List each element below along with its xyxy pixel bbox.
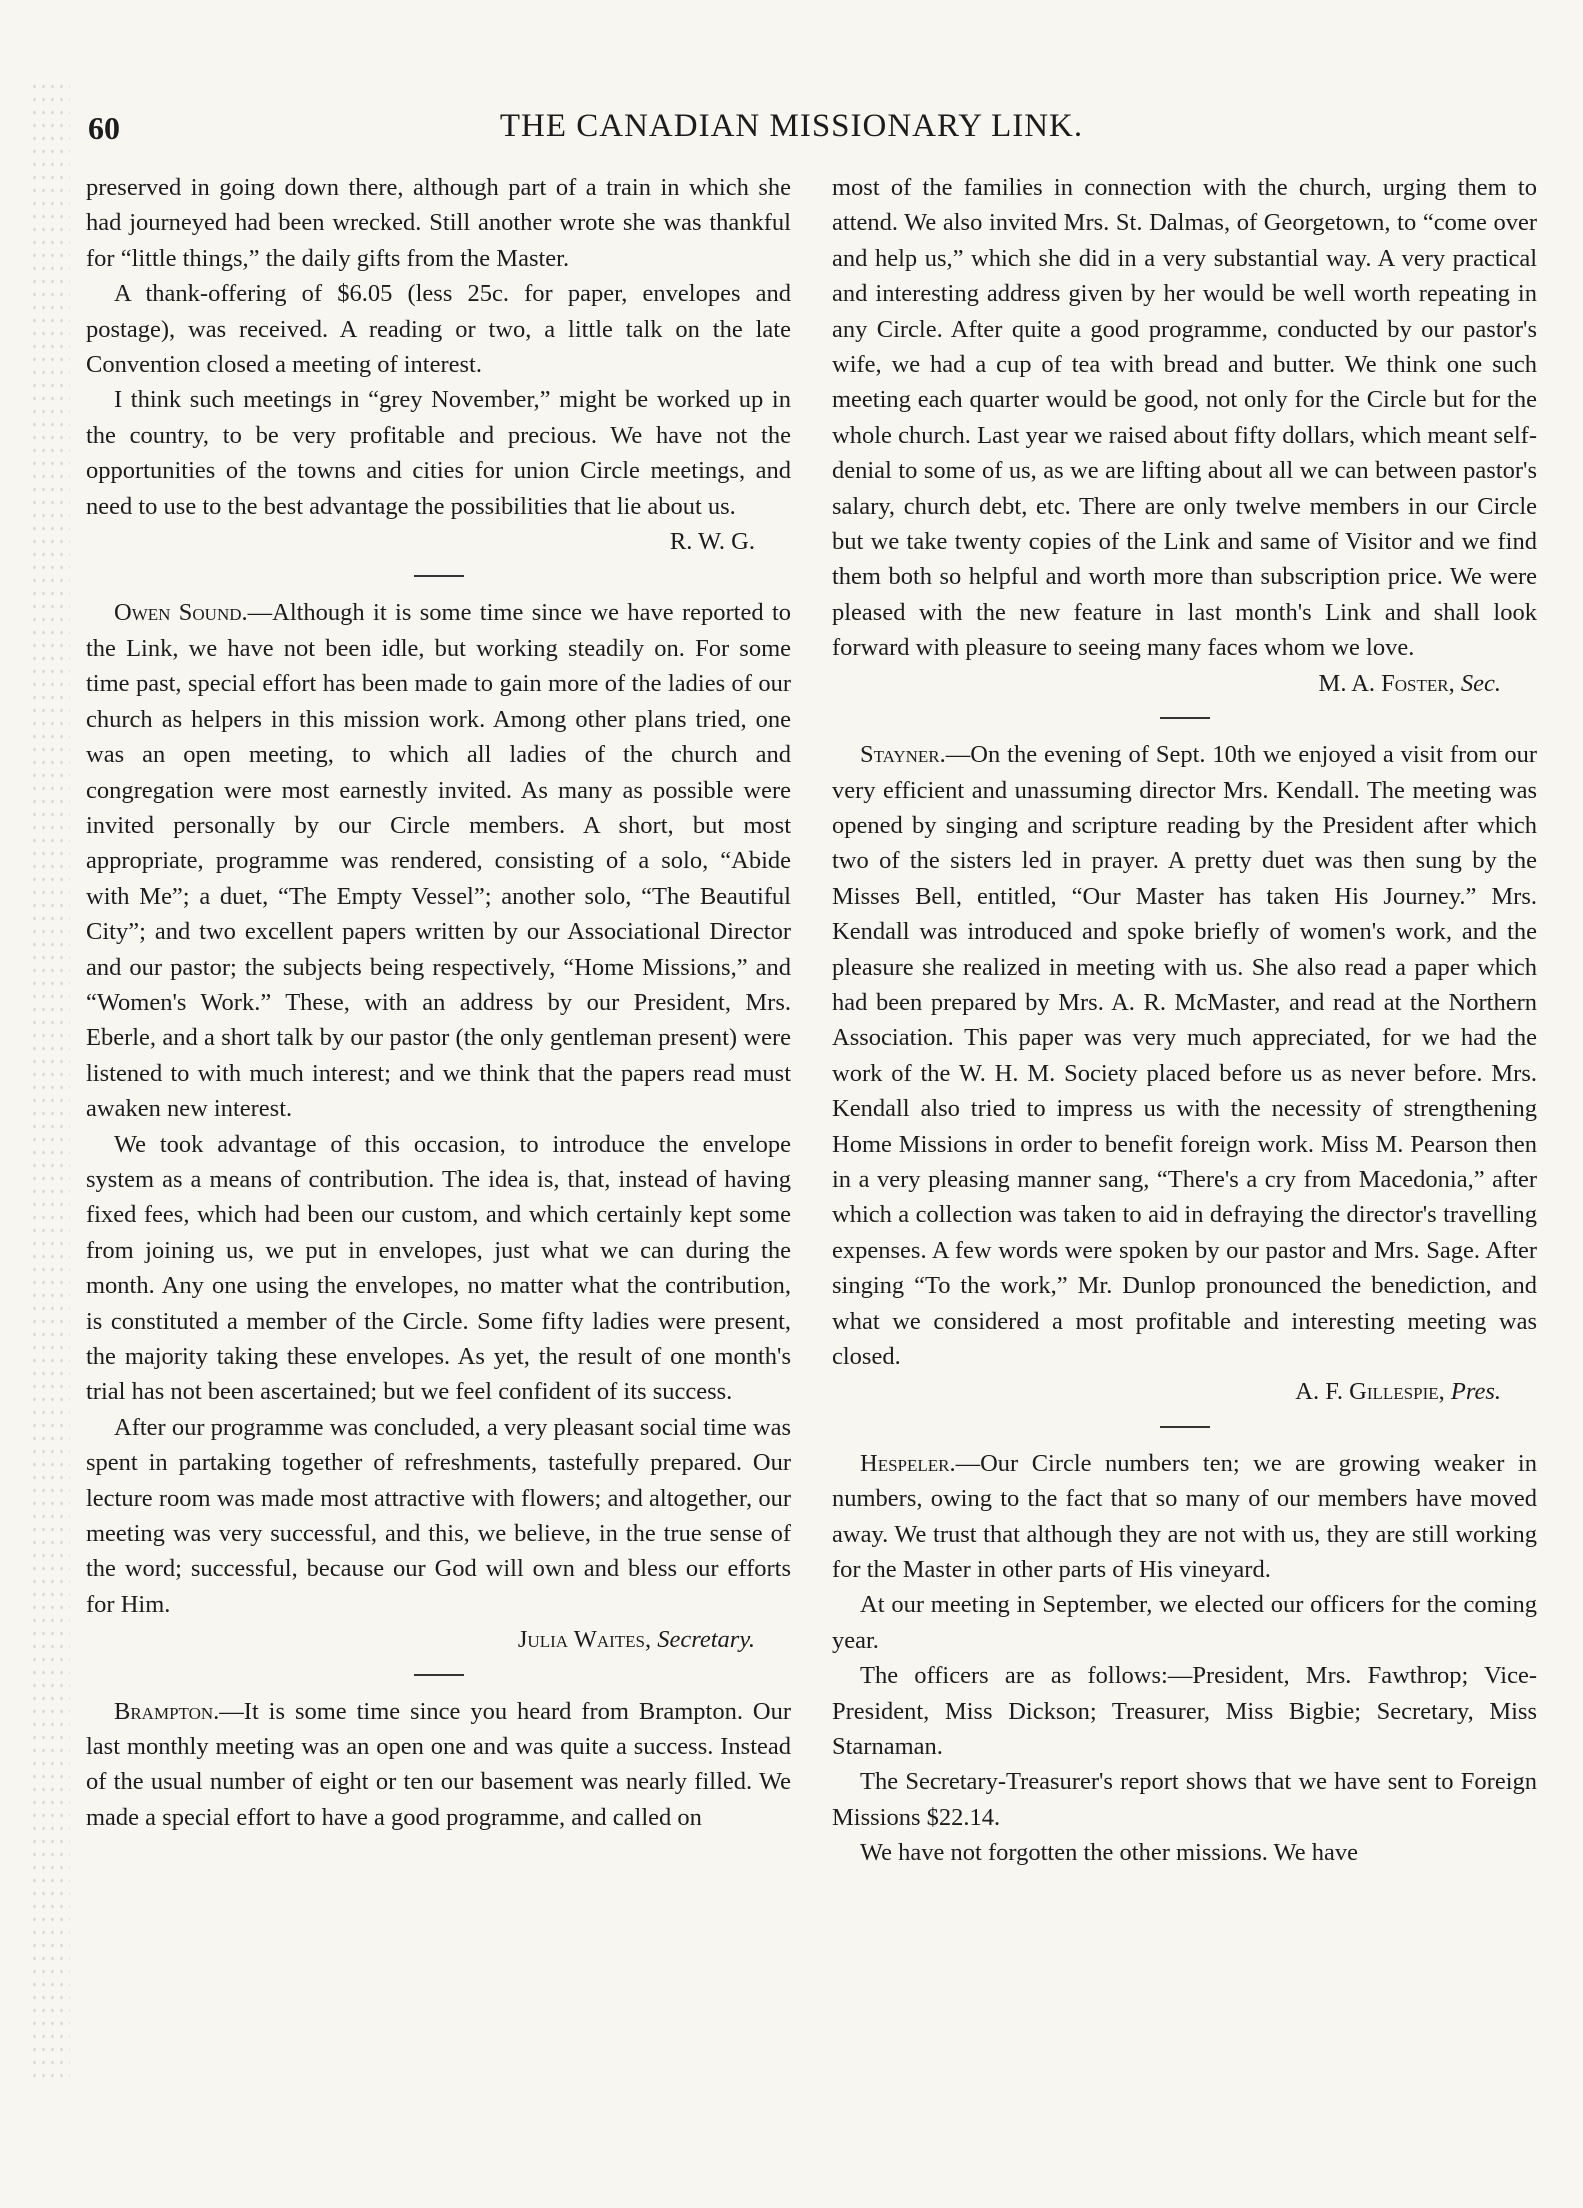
section-divider: [1160, 1426, 1210, 1428]
signature: [86, 1622, 791, 1657]
report-heading: Brampton.: [114, 1697, 220, 1725]
section-divider: [414, 1674, 464, 1676]
report-heading: Hespeler.: [860, 1449, 956, 1477]
report-heading: Stayner.: [860, 741, 946, 769]
signature-name: Julia Waites,: [517, 1626, 652, 1654]
section-divider: [414, 575, 464, 577]
section-divider: [1160, 717, 1210, 719]
paragraph: The Secretary-Treasurer's report shows that we have sent to Foreign Missions $22.14.: [832, 1768, 1537, 1831]
page-header: [0, 106, 1583, 156]
paragraph: most of the families in connection with the church, urging them to attend. We also invited Mrs. St. Dalmas, of Georgetown, to “come over and help us,” which she did in a very substantial way. A very practical and interesting address given by her would be well worth repeating in any Circle. After quite a good programme, conducted by our pastor's wife, we had a cup of tea with bread and butter. We think one such meeting each quarter would be good, not only for the Circle but for the whole church. Last year we raised about fifty dollars, which meant self-denial to some of us, as we are lifting about all we can between pastor's salary, church debt, etc. There are only twelve members in our Circle but we take twenty copies of the Link and same of Visitor and we find them both so helpful and worth more than subscription price. We were pleased with the new feature in last month's Link and shall look forward with pleasure to seeing many faces whom we love.: [832, 174, 1537, 662]
report-text: —Although it is some time since we have reported to the Link, we have not been idle, but working steadily on. For some time past, special effort has been made to gain more of the ladies of our church as helpers in this mission work. Among other plans tried, one was an open meeting, to which all ladies of the church and congregation were most earnestly invited. As many as possible were invited personally by our Circle members. A short, but most appropriate, programme was rendered, consisting of a solo, “Abide with Me”; a duet, “The Empty Vessel”; another solo, “The Beautiful City”; and two excellent papers written by our Associational Director and our pastor; the subjects being respectively, “Home Missions,” and “Women's Work.” These, with an address by our President, Mrs. Eberle, and a short talk by our pastor (the only gentleman present) were listened to with much interest; and we think that the papers read must awaken new interest.: [86, 599, 791, 1123]
report-text: —On the evening of Sept. 10th we enjoyed a visit from our very efficient and unassuming director Mrs. Kendall. The meeting was opened by singing and scripture reading by the President after which two of the sisters led in prayer. A pretty duet was then sung by the Misses Bell, entitled, “Our Master has taken His Journey.” Mrs. Kendall was introduced and spoke briefly of women's work, and the pleasure she realized in meeting with us. She also read a paper which had been prepared by Mrs. A. R. McMaster, and read at the Northern Association. This paper was very much appreciated, for we had the work of the W. H. M. Society placed before us as never before. Mrs. Kendall also tried to impress us with the necessity of strengthening Home Missions in order to benefit foreign work. Miss M. Pearson then in a very pleasing manner sang, “There's a cry from Macedonia,” after which a collection was taken to aid in defraying the director's travelling expenses. A few words were spoken by our pastor and Mrs. Sage. After singing “To the work,” Mr. Dunlop pronounced the benediction, and what we considered a most profitable and interesting meeting was closed.: [832, 741, 1537, 1370]
scan-speckle: [30, 80, 70, 2080]
signature: [832, 666, 1537, 701]
paragraph: We have not forgotten the other missions. We have: [860, 1839, 1358, 1867]
paragraph: A thank-offering of $6.05 (less 25c. for paper, envelopes and postage), was received. A reading or two, a little talk on the late Convention closed a meeting of interest.: [86, 280, 791, 379]
signature: R. W. G.: [669, 528, 755, 556]
report-owen-sound: [86, 595, 791, 1126]
left-column: [86, 170, 791, 1835]
report-brampton: [86, 1694, 791, 1836]
right-column: [832, 170, 1537, 1871]
paragraph: I think such meetings in “grey November,” might be worked up in the country, to be very profitable and precious. We have not the opportunities of the towns and cities for union Circle meetings, and need to use to the best advantage the possibilities that lie about us.: [86, 386, 791, 520]
paragraph: At our meeting in September, we elected our officers for the coming year.: [832, 1591, 1537, 1654]
report-text: —It is some time since you heard from Brampton. Our last monthly meeting was an open one and was quite a success. Instead of the usual number of eight or ten our basement was nearly filled. We made a special effort to have a good programme, and called on: [86, 1697, 791, 1831]
report-text: —Our Circle numbers ten; we are growing weaker in numbers, owing to the fact that so many of our members have moved away. We trust that although they are not with us, they are still working for the Master in other parts of His vineyard.: [832, 1449, 1537, 1584]
report-stayner: [832, 737, 1537, 1374]
report-heading: Owen Sound.: [114, 599, 248, 627]
signature-name: A. F. Gillespie,: [1295, 1378, 1445, 1406]
paragraph: We took advantage of this occasion, to introduce the envelope system as a means of contribution. The idea is, that, instead of having fixed fees, which had been our custom, and which certainly kept some from joining us, we put in envelopes, just what we can during the month. Any one using the envelopes, no matter what the contribution, is constituted a member of the Circle. Some fifty ladies were present, the majority taking these envelopes. As yet, the result of one month's trial has not been ascertained; but we feel confident of its success.: [86, 1130, 791, 1406]
signature-role: Secretary.: [657, 1626, 755, 1654]
signature-role: Pres.: [1450, 1378, 1501, 1406]
signature: [832, 1374, 1537, 1409]
report-hespeler: [832, 1446, 1537, 1588]
signature-name: M. A. Foster,: [1318, 669, 1455, 697]
page-number: 60: [88, 110, 120, 146]
paragraph: preserved in going down there, although part of a train in which she had journeyed had been wrecked. Still another wrote she was thankful for “little things,” the daily gifts from the Master.: [86, 174, 791, 272]
running-title: THE CANADIAN MISSIONARY LINK.: [499, 108, 1084, 144]
signature-role: Sec.: [1460, 669, 1501, 697]
paragraph: The officers are as follows:—President, Mrs. Fawthrop; Vice-President, Miss Dickson; Treasurer, Miss Bigbie; Secretary, Miss Starnaman.: [832, 1662, 1537, 1761]
paragraph: After our programme was concluded, a very pleasant social time was spent in partaking together of refreshments, tastefully prepared. Our lecture room was made most attractive with flowers; and altogether, our meeting was very successful, and this, we believe, in the true sense of the word; successful, because our God will own and bless our efforts for Him.: [86, 1413, 791, 1618]
